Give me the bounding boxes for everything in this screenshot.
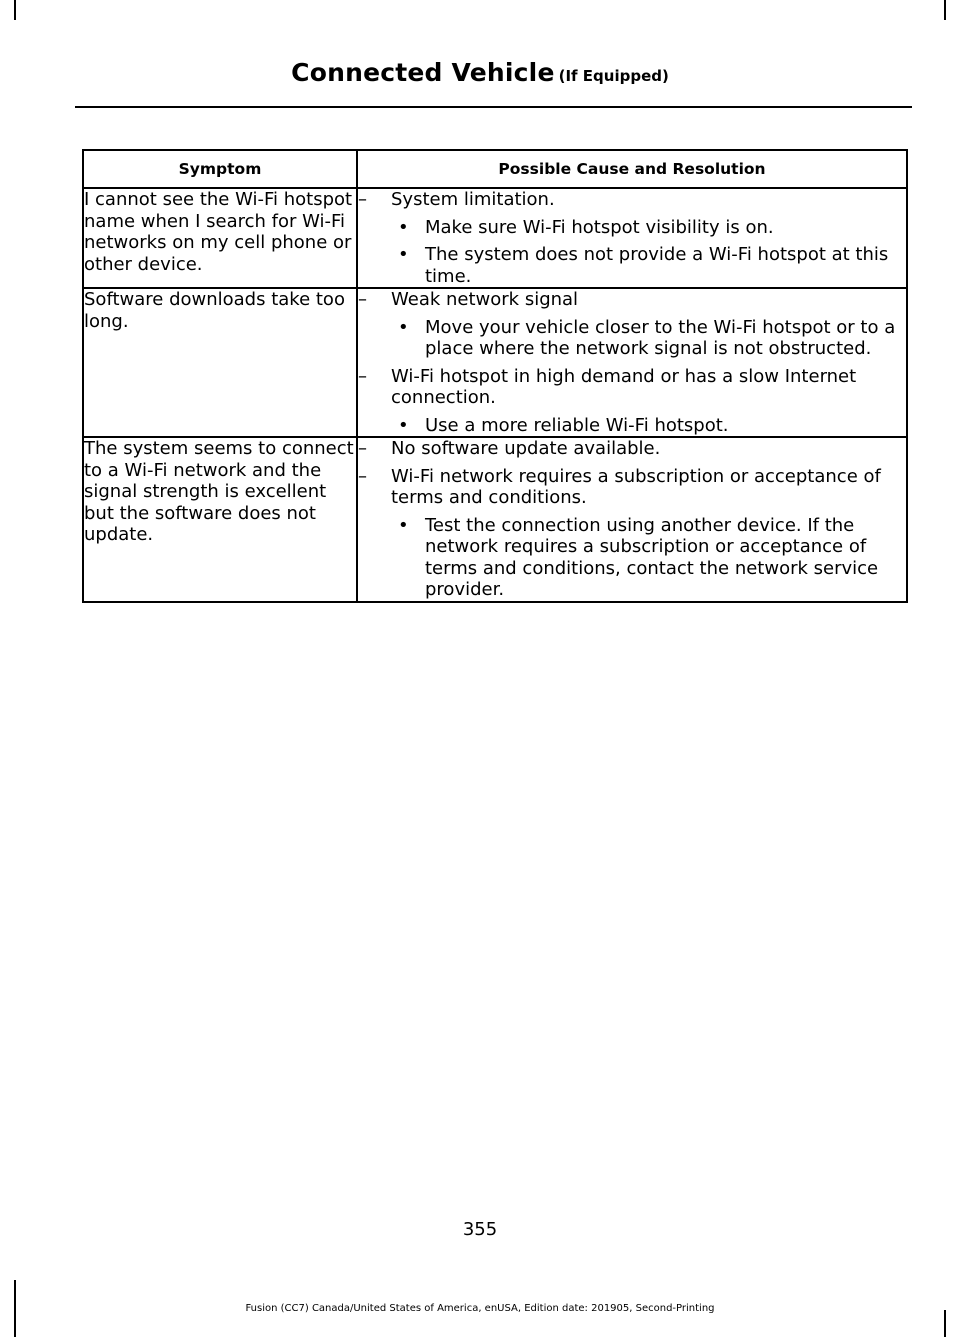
header-divider — [75, 106, 912, 108]
table-row — [83, 188, 907, 288]
page-subtitle: (If Equipped) — [558, 67, 669, 85]
cause-text: Wi-Fi hotspot in high demand or has a slow Internet connection. — [391, 365, 857, 408]
cause-item — [358, 438, 906, 460]
dash-marker: – — [358, 465, 367, 487]
crop-mark-top-left — [14, 0, 16, 20]
resolution-cell — [357, 188, 907, 288]
fix-item — [358, 217, 906, 239]
crop-mark-bottom-right — [944, 1310, 946, 1337]
column-header-resolution: Possible Cause and Resolution — [357, 150, 907, 188]
cause-item — [358, 366, 906, 409]
troubleshooting-table — [82, 149, 908, 603]
fix-text: Move your vehicle closer to the Wi-Fi hotspot or to a place where the network signal is not obstructed. — [425, 316, 896, 359]
cause-item — [358, 189, 906, 211]
cause-text: No software update available. — [391, 438, 661, 459]
table-row — [83, 288, 907, 437]
page-footer: Fusion (CC7) Canada/United States of America, enUSA, Edition date: 201905, Second-Printing — [245, 1303, 715, 1314]
fix-item — [358, 515, 906, 601]
page-number: 355 — [462, 1219, 498, 1240]
table-row — [83, 437, 907, 602]
fix-text: Test the connection using another device. If the network requires a subscription or acceptance of terms and conditions, contact the network service provider. — [425, 514, 879, 600]
page-title: Connected Vehicle — [291, 58, 555, 87]
dash-marker: – — [358, 289, 367, 310]
cause-text: System limitation. — [391, 189, 555, 210]
symptom-cell: The system seems to connect to a Wi-Fi network and the signal strength is excellent but the software does not update. — [83, 437, 357, 602]
symptom-cell: I cannot see the Wi-Fi hotspot name when I search for Wi-Fi networks on my cell phone or other device. — [83, 188, 357, 288]
bullet-marker: • — [398, 514, 409, 536]
cause-text: Wi-Fi network requires a subscription or acceptance of terms and conditions. — [391, 465, 881, 508]
bullet-marker: • — [398, 244, 409, 265]
fix-item — [358, 244, 906, 287]
resolution-cell — [357, 288, 907, 437]
dash-marker: – — [358, 438, 367, 459]
column-header-symptom: Symptom — [83, 150, 357, 188]
cause-item — [358, 289, 906, 311]
fix-item — [358, 415, 906, 437]
crop-mark-top-right — [944, 0, 946, 20]
bullet-marker: • — [398, 216, 409, 238]
cause-text: Weak network signal — [391, 289, 579, 310]
bullet-marker: • — [398, 316, 409, 338]
symptom-cell: Software downloads take too long. — [83, 288, 357, 437]
page-header — [0, 58, 960, 87]
dash-marker: – — [358, 365, 367, 387]
fix-item — [358, 317, 906, 360]
dash-marker: – — [358, 189, 367, 210]
cause-item — [358, 466, 906, 509]
fix-text: Use a more reliable Wi-Fi hotspot. — [425, 414, 729, 436]
fix-text: Make sure Wi-Fi hotspot visibility is on. — [425, 216, 774, 238]
bullet-marker: • — [398, 414, 409, 436]
table-header-row — [83, 150, 907, 188]
fix-text: The system does not provide a Wi-Fi hotspot at this time. — [425, 244, 889, 287]
resolution-cell — [357, 437, 907, 602]
